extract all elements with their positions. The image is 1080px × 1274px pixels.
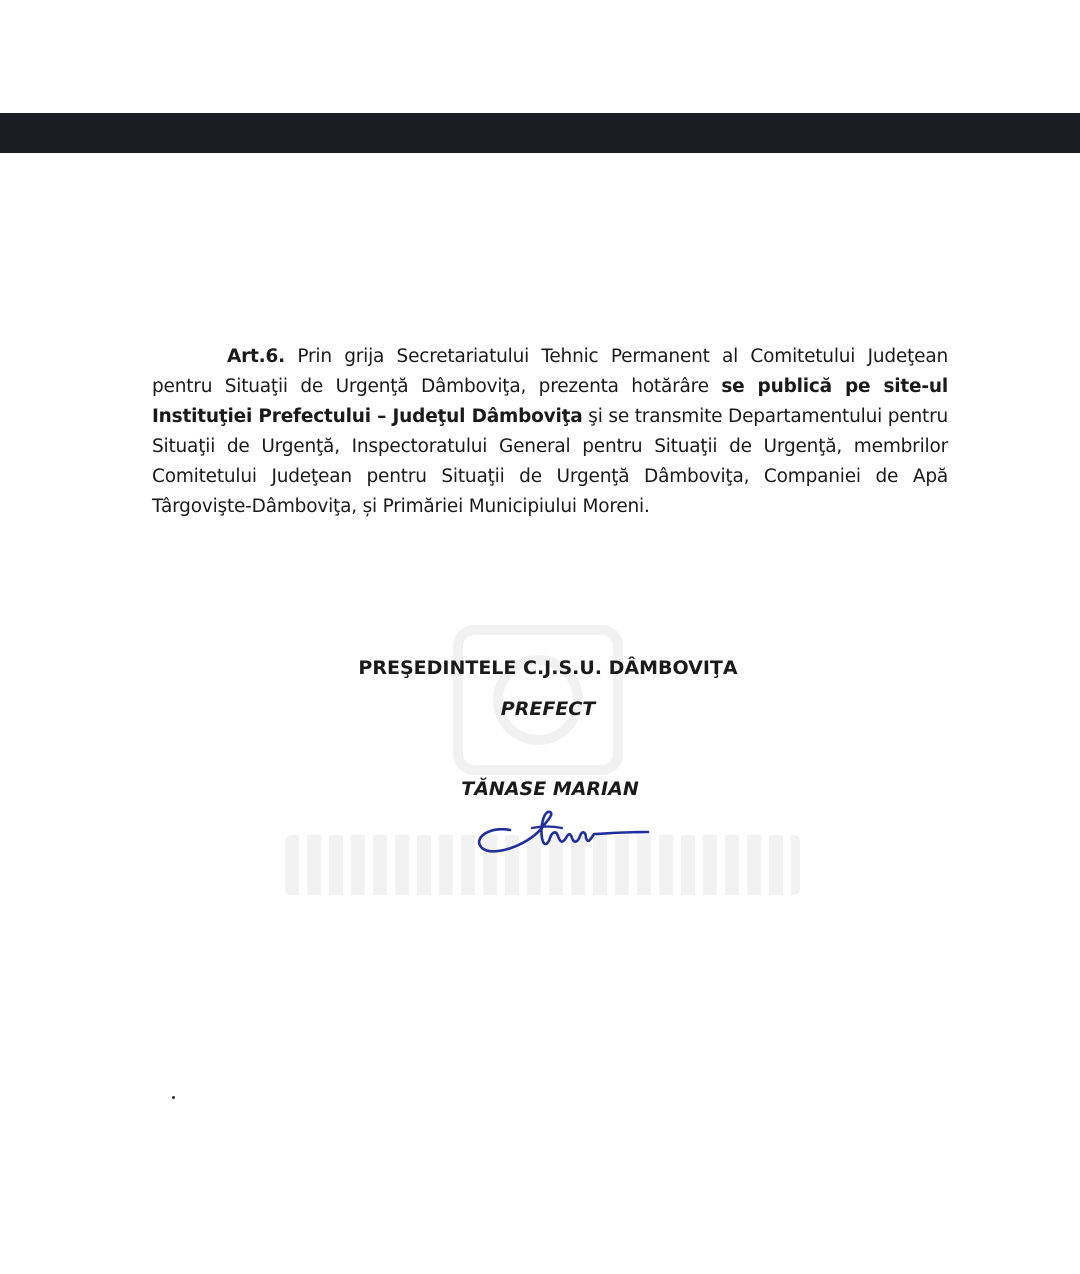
signatory-name: TĂNASE MARIAN: [461, 778, 639, 800]
article-6: [152, 342, 948, 522]
article-text-1: Prin grija Secretariatului Tehnic Permanent al Comitetului Judeţean pentru Situaţii de Urgenţă Dâmboviţa, prezenta hotărâre: [152, 346, 948, 397]
signatory-role: PREFECT: [500, 698, 596, 720]
article-text-2: şi se transmite Departamentului pentru Situaţii de Urgenţă, Inspectoratului General pentru Situaţii de Urgenţă, membrilor Comitetului Judeţean pentru Situaţii de Urgenţă Dâmboviţa, Companiei de Apă Târgovişte-Dâmboviţa, și Primăriei Municipiului Moreni.: [152, 406, 948, 517]
article-bold-text: se publică pe site-ul Instituţiei Prefectului – Judeţul Dâmboviţa: [152, 376, 948, 427]
article-label: Art.6.: [227, 346, 286, 367]
signatory-title: PREŞEDINTELE C.J.S.U. DÂMBOVIŢA: [358, 657, 738, 679]
handwritten-signature: [470, 808, 650, 858]
top-bar: [0, 113, 1080, 153]
stray-dot: [172, 1096, 175, 1099]
article-paragraph: [152, 342, 948, 522]
